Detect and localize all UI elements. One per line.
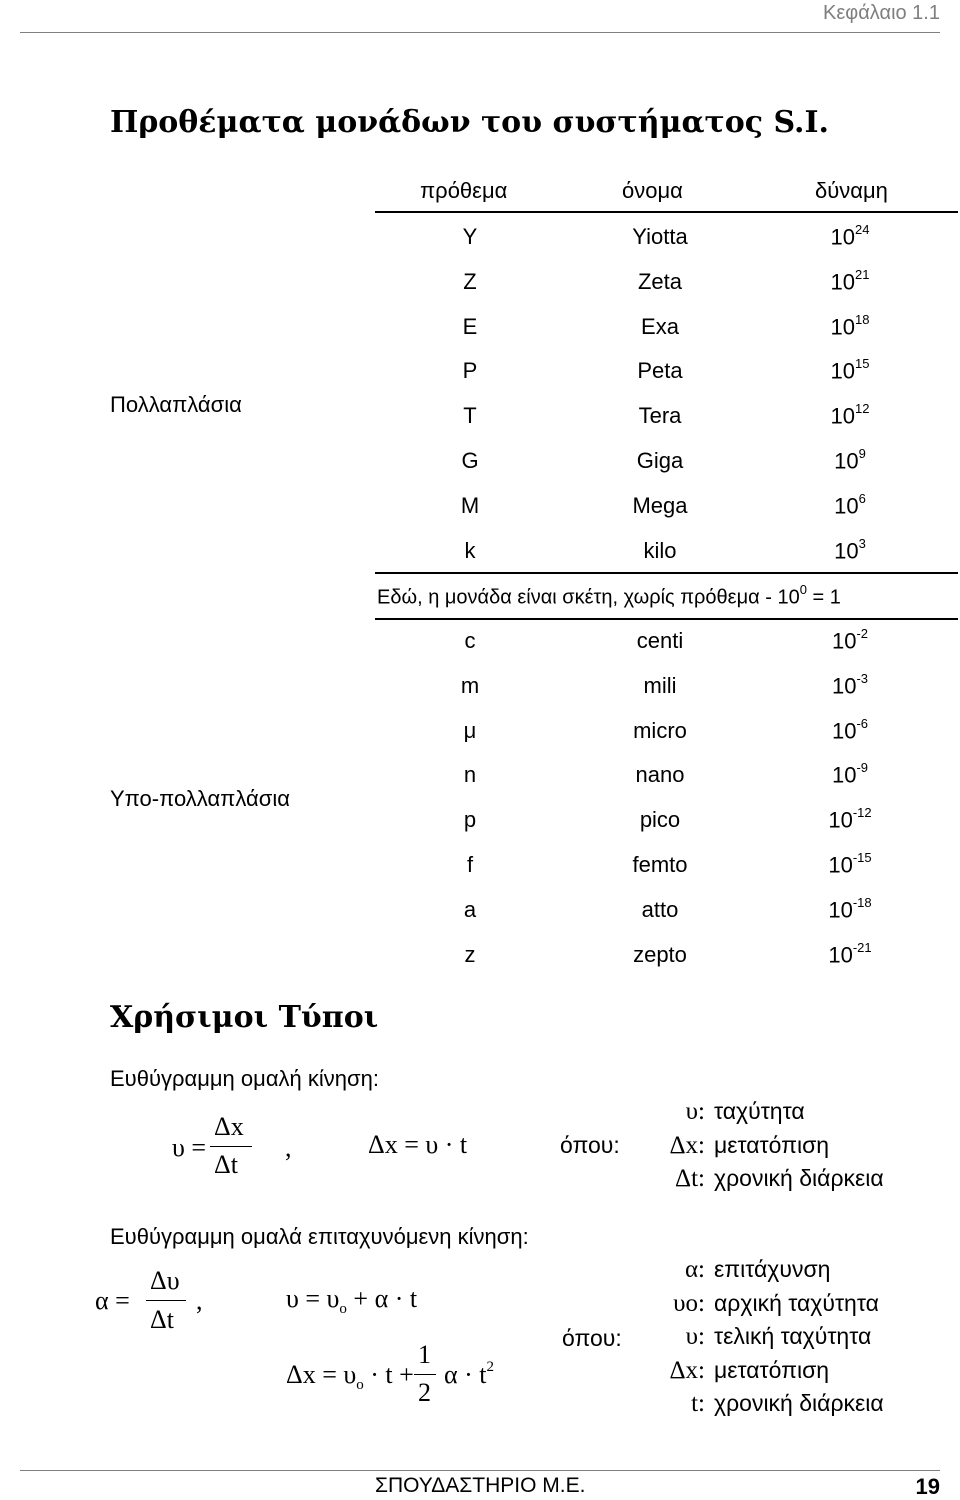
prefix-name: Mega [632, 492, 688, 518]
uniform-eq2: Δx = υ · t [368, 1130, 468, 1159]
prefix-name: centi [636, 628, 684, 653]
prefix-symbol: z [464, 941, 476, 967]
prefix-name: mili [643, 672, 677, 698]
prefix-symbol: Y [462, 224, 478, 249]
prefix-symbol: μ [463, 717, 477, 743]
power-exponent: -12 [852, 805, 872, 821]
power-exponent: 3 [858, 535, 866, 551]
prefix-symbol: M [460, 492, 480, 518]
accel-eq3-num: 1 [418, 1340, 431, 1369]
accel-eq3-mid: · t + [363, 1360, 414, 1389]
definition-symbol: Δx: [669, 1356, 705, 1384]
accel-eq1-den: Δt [150, 1305, 174, 1334]
power-exponent: 12 [855, 401, 870, 417]
prefix-power [790, 628, 910, 654]
accel-eq3-right [444, 1360, 494, 1390]
col-header-power: δύναμη [815, 178, 888, 203]
power-base: 10 [834, 448, 859, 474]
power-exponent: 6 [858, 490, 866, 506]
definition-symbol: t: [691, 1390, 705, 1417]
footer-text: ΣΠΟΥΔΑΣΤΗΡΙΟ Μ.Ε. [375, 1474, 586, 1497]
page-title: Προθέματα μονάδων του συστήματος S.I. [110, 105, 829, 140]
prefix-name: nano [635, 762, 685, 788]
power-exponent: -15 [852, 850, 872, 865]
definition-symbol: υ: [685, 1098, 705, 1125]
prefix-power [790, 403, 910, 429]
prefix-power [790, 852, 910, 878]
power-exponent: 15 [855, 356, 870, 372]
prefix-power [790, 490, 910, 519]
accel-comma: , [196, 1286, 203, 1315]
prefix-name: kilo [643, 537, 677, 563]
prefix-symbol: m [460, 672, 480, 698]
definition-symbol: Δx: [669, 1131, 705, 1159]
prefix-symbol: k [464, 537, 476, 563]
power-exponent: -21 [852, 939, 872, 955]
power-exponent: 21 [855, 266, 870, 282]
definition-text: χρονική διάρκεια [714, 1165, 884, 1191]
prefix-name: atto [641, 896, 679, 922]
prefix-symbol: P [462, 358, 478, 384]
unit-note-exp: 0 [799, 582, 807, 597]
prefix-power [790, 715, 910, 744]
prefix-name: Exa [641, 313, 679, 339]
prefix-power [790, 224, 910, 250]
prefix-name: Peta [637, 358, 683, 384]
prefix-name: femto [632, 852, 688, 877]
unit-note-top-rule [375, 572, 958, 574]
definition-text: μετατόπιση [714, 1131, 830, 1158]
uniform-eq1-den: Δt [214, 1150, 238, 1179]
power-base: 10 [831, 762, 857, 788]
unit-note-tail: = 1 [806, 586, 841, 609]
uniform-comma: , [285, 1133, 292, 1162]
accel-eq3-exp: 2 [486, 1359, 495, 1376]
multiples-label: Πολλαπλάσια [110, 392, 242, 417]
uniform-eq1-fraction-bar [210, 1146, 252, 1147]
power-exponent: -9 [856, 760, 869, 776]
footer-divider [20, 1470, 940, 1471]
prefix-name: Tera [638, 403, 682, 429]
prefix-name: Giga [636, 448, 684, 473]
accel-eq3-lhs: Δx = υ [286, 1360, 357, 1389]
power-base: 10 [828, 807, 853, 833]
uniform-eq1-lhs: υ = [172, 1133, 207, 1162]
col-header-name: όνομα [622, 178, 683, 203]
power-exponent: -2 [856, 626, 869, 641]
prefix-power [790, 939, 910, 968]
header-divider [20, 32, 940, 33]
prefix-symbol: E [462, 313, 478, 339]
prefix-symbol: c [464, 628, 476, 653]
power-base: 10 [830, 269, 855, 295]
accel-eq3-sub: o [356, 1377, 364, 1394]
power-base: 10 [831, 717, 857, 743]
power-base: 10 [830, 313, 855, 339]
prefix-power [790, 311, 910, 340]
definition-symbol: υο: [673, 1289, 705, 1317]
definition-text: αρχική ταχύτητα [714, 1289, 879, 1316]
prefix-symbol: G [461, 448, 479, 473]
power-exponent: 18 [855, 311, 870, 327]
definition-text: τελική ταχύτητα [714, 1323, 872, 1349]
definition-text: επιτάχυνση [714, 1256, 831, 1282]
prefix-symbol: T [463, 403, 477, 429]
prefix-symbol: f [466, 852, 474, 877]
power-base: 10 [830, 403, 855, 429]
accel-eq2-rhs: + α · t [346, 1284, 418, 1313]
accel-eq2-sub: o [339, 1301, 347, 1318]
col-header-prefix: πρόθεμα [420, 178, 508, 203]
table-header-rule [375, 211, 958, 213]
accel-eq1-num: Δυ [150, 1266, 180, 1295]
accel-eq2-lhs: υ = υ [286, 1284, 340, 1313]
prefix-symbol: n [463, 762, 477, 788]
power-exponent: -18 [852, 894, 872, 910]
prefix-power [790, 266, 910, 295]
prefix-name: pico [639, 807, 681, 833]
uniform-eq1-num: Δx [214, 1112, 244, 1141]
prefix-power [790, 670, 910, 699]
accel-eq1-lhs: α = [95, 1286, 130, 1315]
power-exponent: -3 [856, 670, 869, 686]
accelerated-motion-heading: Ευθύγραμμη ομαλά επιταχυνόμενη κίνηση: [110, 1224, 529, 1249]
prefix-power [790, 448, 910, 474]
uniform-where-label: όπου: [560, 1132, 620, 1158]
accel-eq3-left [286, 1360, 414, 1394]
prefix-power [790, 807, 910, 833]
chapter-header: Κεφάλαιο 1.1 [823, 2, 940, 24]
accel-eq3-den: 2 [418, 1378, 431, 1407]
prefix-power [790, 535, 910, 564]
submultiples-label: Υπο-πολλαπλάσια [110, 786, 290, 811]
power-base: 10 [831, 673, 857, 699]
prefix-symbol: p [463, 807, 477, 833]
power-base: 10 [830, 224, 855, 250]
prefix-power [790, 894, 910, 923]
power-base: 10 [834, 537, 859, 563]
definition-text: χρονική διάρκεια [714, 1390, 884, 1416]
definition-text: ταχύτητα [714, 1098, 805, 1124]
prefix-power [790, 762, 910, 788]
prefix-name: micro [633, 717, 687, 743]
page-number: 19 [915, 1474, 940, 1499]
definition-symbol: υ: [685, 1323, 705, 1350]
unit-note-bottom-rule [375, 618, 958, 620]
power-base: 10 [834, 493, 859, 519]
accel-eq3-fraction-bar [414, 1374, 436, 1375]
accel-eq3-rhs: α · t [444, 1360, 487, 1389]
prefix-name: Yiotta [632, 224, 688, 249]
accel-eq2 [286, 1284, 417, 1318]
power-base: 10 [831, 628, 857, 654]
power-exponent: 9 [858, 446, 866, 461]
unit-note-text: Εδώ, η μονάδα είναι σκέτη, χωρίς πρόθεμα - 10 [377, 586, 800, 609]
power-base: 10 [830, 358, 855, 384]
formulas-title: Χρήσιμοι Τύποι [110, 1000, 379, 1035]
prefix-symbol: Z [463, 268, 477, 294]
unit-note [377, 584, 841, 610]
accel-where-label: όπου: [562, 1325, 622, 1351]
definition-symbol: Δt: [675, 1165, 705, 1192]
uniform-motion-heading: Ευθύγραμμη ομαλή κίνηση: [110, 1066, 379, 1091]
prefix-name: Zeta [637, 268, 683, 294]
power-base: 10 [828, 852, 853, 878]
power-exponent: 24 [855, 222, 870, 237]
prefix-name: zepto [633, 941, 687, 967]
definition-symbol: α: [684, 1256, 705, 1283]
power-base: 10 [828, 941, 853, 967]
accel-eq1-fraction-bar [146, 1300, 186, 1301]
prefix-symbol: a [463, 896, 477, 922]
prefix-power [790, 358, 910, 384]
definition-text: μετατόπιση [714, 1356, 830, 1383]
power-exponent: -6 [856, 715, 869, 731]
power-base: 10 [828, 897, 853, 923]
